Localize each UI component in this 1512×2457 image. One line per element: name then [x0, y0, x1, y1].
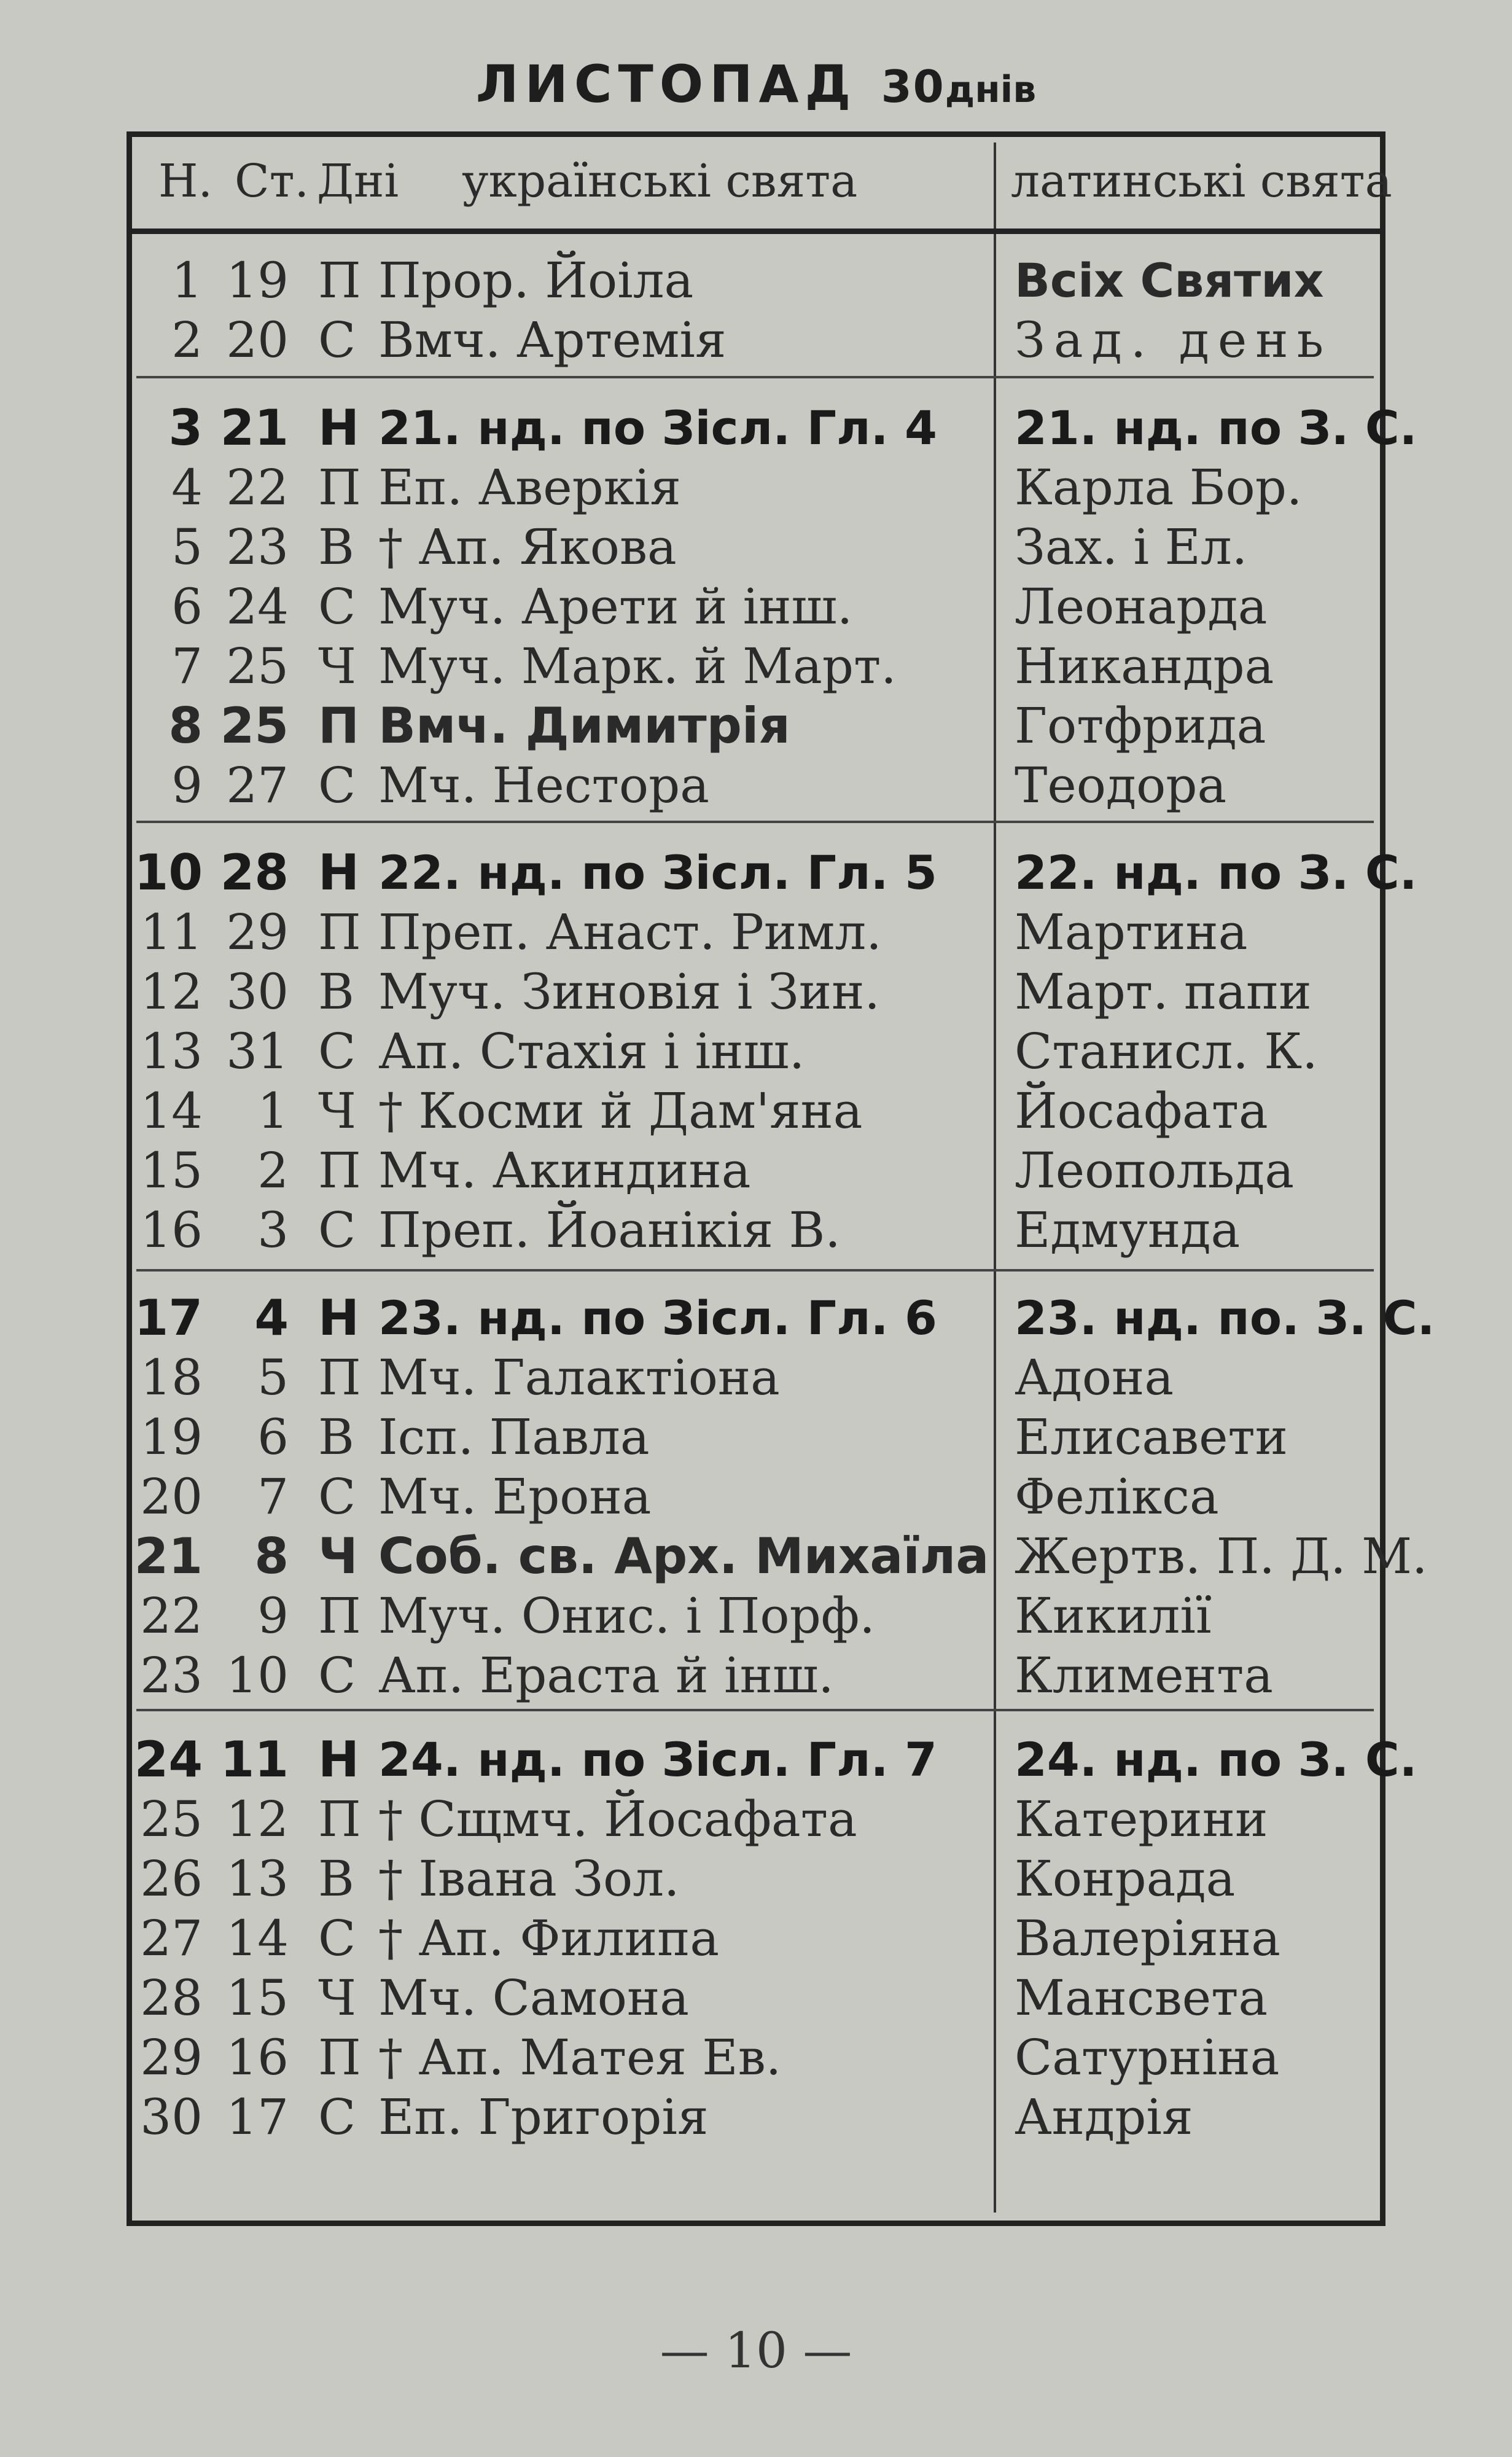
day-new-style: 8: [168, 697, 203, 754]
day-new-style: 29: [140, 2029, 203, 2086]
latin-holiday: Климента: [1015, 1647, 1273, 1704]
day-new-style: 6: [171, 578, 203, 635]
table-row: [0, 843, 1512, 902]
latin-holiday: Елисавети: [1015, 1408, 1288, 1466]
day-old-style: 23: [226, 518, 289, 576]
day-old-style: 20: [226, 311, 289, 369]
day-new-style: 15: [140, 1142, 203, 1199]
table-row: [0, 1348, 1512, 1407]
header-n: Н.: [158, 155, 213, 208]
weekday-letter: Н: [318, 399, 359, 456]
day-new-style: 11: [140, 904, 203, 961]
table-row: [0, 517, 1512, 577]
day-new-style: 24: [134, 1731, 203, 1788]
day-new-style: 20: [140, 1468, 203, 1525]
day-old-style: 4: [254, 1289, 289, 1346]
ukrainian-holiday: † Івана Зол.: [378, 1850, 680, 1907]
day-old-style: 28: [220, 844, 289, 901]
latin-holiday: Кикилії: [1015, 1587, 1212, 1644]
day-new-style: 13: [140, 1023, 203, 1080]
table-row: [0, 902, 1512, 962]
ukrainian-holiday: Мч. Самона: [378, 1969, 689, 2026]
table-row: [0, 636, 1512, 696]
weekday-letter: С: [318, 1023, 356, 1080]
latin-holiday: Андрія: [1015, 2088, 1193, 2146]
table-row: [0, 1081, 1512, 1141]
latin-holiday: Сатурніна: [1015, 2029, 1280, 2086]
weekday-letter: С: [318, 1201, 356, 1259]
ukrainian-holiday: † Ап. Филипа: [378, 1910, 720, 1967]
latin-holiday: Зах. і Ел.: [1015, 518, 1248, 576]
header-days: Дні: [317, 155, 399, 208]
weekday-letter: Ч: [318, 1969, 356, 2026]
ukrainian-holiday: Преп. Йоанікія В.: [378, 1201, 841, 1259]
weekday-letter: П: [318, 1587, 361, 1644]
day-old-style: 2: [257, 1142, 289, 1199]
day-old-style: 9: [257, 1587, 289, 1644]
table-row: [0, 1968, 1512, 2028]
day-count: 30: [881, 61, 945, 112]
ukrainian-holiday: Ап. Ераста й інш.: [378, 1647, 834, 1704]
latin-holiday: Катерини: [1015, 1791, 1268, 1848]
weekday-letter: Ч: [318, 638, 356, 695]
ukrainian-holiday: Мч. Ерона: [378, 1468, 652, 1525]
latin-holiday: Карла Бор.: [1015, 459, 1303, 516]
day-new-style: 30: [140, 2088, 203, 2146]
week-divider: [136, 1269, 1374, 1271]
day-old-style: 5: [257, 1349, 289, 1406]
table-row: [0, 1730, 1512, 1789]
day-old-style: 22: [226, 459, 289, 516]
table-row: [0, 1646, 1512, 1705]
day-new-style: 17: [134, 1289, 203, 1346]
weekday-letter: С: [318, 578, 356, 635]
table-row: [0, 1407, 1512, 1467]
ukrainian-holiday: Мч. Нестора: [378, 757, 709, 814]
latin-holiday: Жертв. П. Д. М.: [1015, 1528, 1428, 1585]
latin-holiday: Готфрида: [1015, 697, 1266, 754]
ukrainian-holiday: Преп. Анаст. Римл.: [378, 904, 882, 961]
table-row: [0, 696, 1512, 756]
day-new-style: 3: [168, 399, 203, 456]
day-old-style: 25: [220, 697, 289, 754]
weekday-letter: С: [318, 2088, 356, 2146]
page-number: — 10 —: [660, 2322, 852, 2379]
weekday-letter: П: [318, 2029, 361, 2086]
day-old-style: 17: [226, 2088, 289, 2146]
ukrainian-holiday: † Косми й Дам'яна: [378, 1082, 863, 1139]
weekday-letter: П: [318, 459, 361, 516]
weekday-letter: П: [318, 1142, 361, 1199]
table-row: [0, 1908, 1512, 1968]
week-divider: [136, 376, 1374, 378]
ukrainian-holiday: Еп. Аверкія: [378, 459, 681, 516]
day-old-style: 16: [226, 2029, 289, 2086]
table-row: [0, 1141, 1512, 1200]
weekday-letter: Н: [318, 1289, 359, 1346]
latin-holiday: Никандра: [1015, 638, 1274, 695]
week-divider: [136, 821, 1374, 823]
header-ukrainian-holidays: українські свята: [462, 155, 858, 208]
week-divider: [136, 1709, 1374, 1711]
table-row: [0, 577, 1512, 636]
table-row: [0, 1200, 1512, 1260]
ukrainian-holiday: Муч. Арети й інш.: [378, 578, 853, 635]
latin-holiday: 21. нд. по З. С.: [1015, 400, 1417, 455]
day-old-style: 10: [226, 1647, 289, 1704]
ukrainian-holiday: 22. нд. по Зісл. Гл. 5: [378, 845, 937, 900]
latin-holiday: 22. нд. по З. С.: [1015, 845, 1417, 900]
table-row: [0, 2028, 1512, 2087]
table-row: [0, 310, 1512, 370]
table-row: [0, 1586, 1512, 1646]
day-new-style: 14: [140, 1082, 203, 1139]
weekday-letter: В: [318, 963, 354, 1020]
table-row: [0, 1021, 1512, 1081]
day-count-unit: днів: [945, 68, 1037, 111]
weekday-letter: Н: [318, 844, 359, 901]
day-new-style: 7: [171, 638, 203, 695]
day-new-style: 12: [140, 963, 203, 1020]
ukrainian-holiday: Прор. Йоіла: [378, 252, 694, 309]
latin-holiday: 23. нд. по. З. С.: [1015, 1291, 1435, 1345]
weekday-letter: В: [318, 1850, 354, 1907]
day-old-style: 1: [257, 1082, 289, 1139]
weekday-letter: Н: [318, 1731, 359, 1788]
day-new-style: 26: [140, 1850, 203, 1907]
day-old-style: 12: [226, 1791, 289, 1848]
ukrainian-holiday: Муч. Марк. й Март.: [378, 638, 897, 695]
weekday-letter: С: [318, 1910, 356, 1967]
table-row: [0, 458, 1512, 517]
ukrainian-holiday: † Ап. Матея Ев.: [378, 2029, 782, 2086]
latin-holiday: Адона: [1015, 1349, 1174, 1406]
day-old-style: 11: [220, 1731, 289, 1788]
ukrainian-holiday: 24. нд. по Зісл. Гл. 7: [378, 1732, 937, 1787]
weekday-letter: П: [318, 252, 361, 309]
day-old-style: 31: [226, 1023, 289, 1080]
table-row: [0, 1849, 1512, 1908]
day-new-style: 10: [134, 844, 203, 901]
header-rule: [132, 229, 1380, 234]
page-title: [0, 54, 1512, 114]
latin-holiday: Едмунда: [1015, 1201, 1241, 1259]
weekday-letter: С: [318, 757, 356, 814]
day-new-style: 2: [171, 311, 203, 369]
day-old-style: 15: [226, 1969, 289, 2026]
day-new-style: 22: [140, 1587, 203, 1644]
weekday-letter: С: [318, 1647, 356, 1704]
table-row: [0, 398, 1512, 458]
day-old-style: 30: [226, 963, 289, 1020]
ukrainian-holiday: 23. нд. по Зісл. Гл. 6: [378, 1291, 937, 1345]
latin-holiday: Валеріяна: [1015, 1910, 1280, 1967]
day-old-style: 21: [220, 399, 289, 456]
day-new-style: 18: [140, 1349, 203, 1406]
ukrainian-holiday: Вмч. Димитрія: [378, 697, 790, 754]
weekday-letter: Ч: [318, 1528, 358, 1585]
latin-holiday: Леонарда: [1015, 578, 1268, 635]
day-new-style: 25: [140, 1791, 203, 1848]
weekday-letter: С: [318, 1468, 356, 1525]
table-row: [0, 1789, 1512, 1849]
ukrainian-holiday: Мч. Галактіона: [378, 1349, 780, 1406]
ukrainian-holiday: Ап. Стахія і інш.: [378, 1023, 805, 1080]
table-row: [0, 756, 1512, 815]
day-old-style: 19: [226, 252, 289, 309]
latin-holiday: Мартина: [1015, 904, 1248, 961]
weekday-letter: П: [318, 1791, 361, 1848]
day-old-style: 29: [226, 904, 289, 961]
ukrainian-holiday: Соб. св. Арх. Михаїла: [378, 1528, 989, 1585]
latin-holiday: 24. нд. по З. С.: [1015, 1732, 1417, 1787]
latin-holiday: Йосафата: [1015, 1082, 1268, 1139]
day-new-style: 5: [171, 518, 203, 576]
weekday-letter: В: [318, 518, 354, 576]
day-old-style: 25: [226, 638, 289, 695]
day-new-style: 9: [171, 757, 203, 814]
weekday-letter: В: [318, 1408, 354, 1466]
ukrainian-holiday: Вмч. Артемія: [378, 311, 727, 369]
day-new-style: 16: [140, 1201, 203, 1259]
latin-holiday: Леопольда: [1015, 1142, 1295, 1199]
latin-holiday: Мансвета: [1015, 1969, 1268, 2026]
ukrainian-holiday: Муч. Онис. і Порф.: [378, 1587, 875, 1644]
table-row: [0, 1467, 1512, 1526]
day-old-style: 27: [226, 757, 289, 814]
table-row: [0, 2087, 1512, 2147]
weekday-letter: П: [318, 1349, 361, 1406]
ukrainian-holiday: Мч. Акиндина: [378, 1142, 751, 1199]
day-old-style: 7: [257, 1468, 289, 1525]
day-old-style: 3: [257, 1201, 289, 1259]
day-old-style: 13: [226, 1850, 289, 1907]
table-row: [0, 251, 1512, 310]
day-new-style: 4: [171, 459, 203, 516]
day-old-style: 6: [257, 1408, 289, 1466]
ukrainian-holiday: 21. нд. по Зісл. Гл. 4: [378, 400, 937, 455]
ukrainian-holiday: † Ап. Якова: [378, 518, 677, 576]
day-old-style: 14: [226, 1910, 289, 1967]
latin-holiday: Конрада: [1015, 1850, 1236, 1907]
day-new-style: 23: [140, 1647, 203, 1704]
day-new-style: 28: [140, 1969, 203, 2026]
day-new-style: 27: [140, 1910, 203, 1967]
weekday-letter: Ч: [318, 1082, 356, 1139]
weekday-letter: П: [318, 904, 361, 961]
month-name: ЛИСТОПАД: [475, 54, 857, 114]
weekday-letter: П: [318, 697, 359, 754]
day-new-style: 21: [134, 1528, 203, 1585]
latin-holiday: Всіх Святих: [1015, 253, 1324, 308]
day-old-style: 8: [254, 1528, 289, 1585]
latin-holiday: Март. папи: [1015, 963, 1312, 1020]
ukrainian-holiday: † Сщмч. Йосафата: [378, 1791, 857, 1848]
table-row: [0, 1526, 1512, 1586]
table-row: [0, 1288, 1512, 1348]
header-latin-holidays: латинські свята: [1011, 155, 1392, 208]
day-new-style: 19: [140, 1408, 203, 1466]
header-st: Ст.: [235, 155, 310, 208]
latin-holiday: Зад. день: [1015, 311, 1333, 369]
table-row: [0, 962, 1512, 1021]
latin-holiday: Фелікса: [1015, 1468, 1219, 1525]
day-old-style: 24: [226, 578, 289, 635]
ukrainian-holiday: Муч. Зиновія і Зин.: [378, 963, 880, 1020]
ukrainian-holiday: Еп. Григорія: [378, 2088, 709, 2146]
latin-holiday: Станисл. К.: [1015, 1023, 1318, 1080]
ukrainian-holiday: Ісп. Павла: [378, 1408, 650, 1466]
weekday-letter: С: [318, 311, 356, 369]
latin-holiday: Теодора: [1015, 757, 1227, 814]
day-new-style: 1: [171, 252, 203, 309]
